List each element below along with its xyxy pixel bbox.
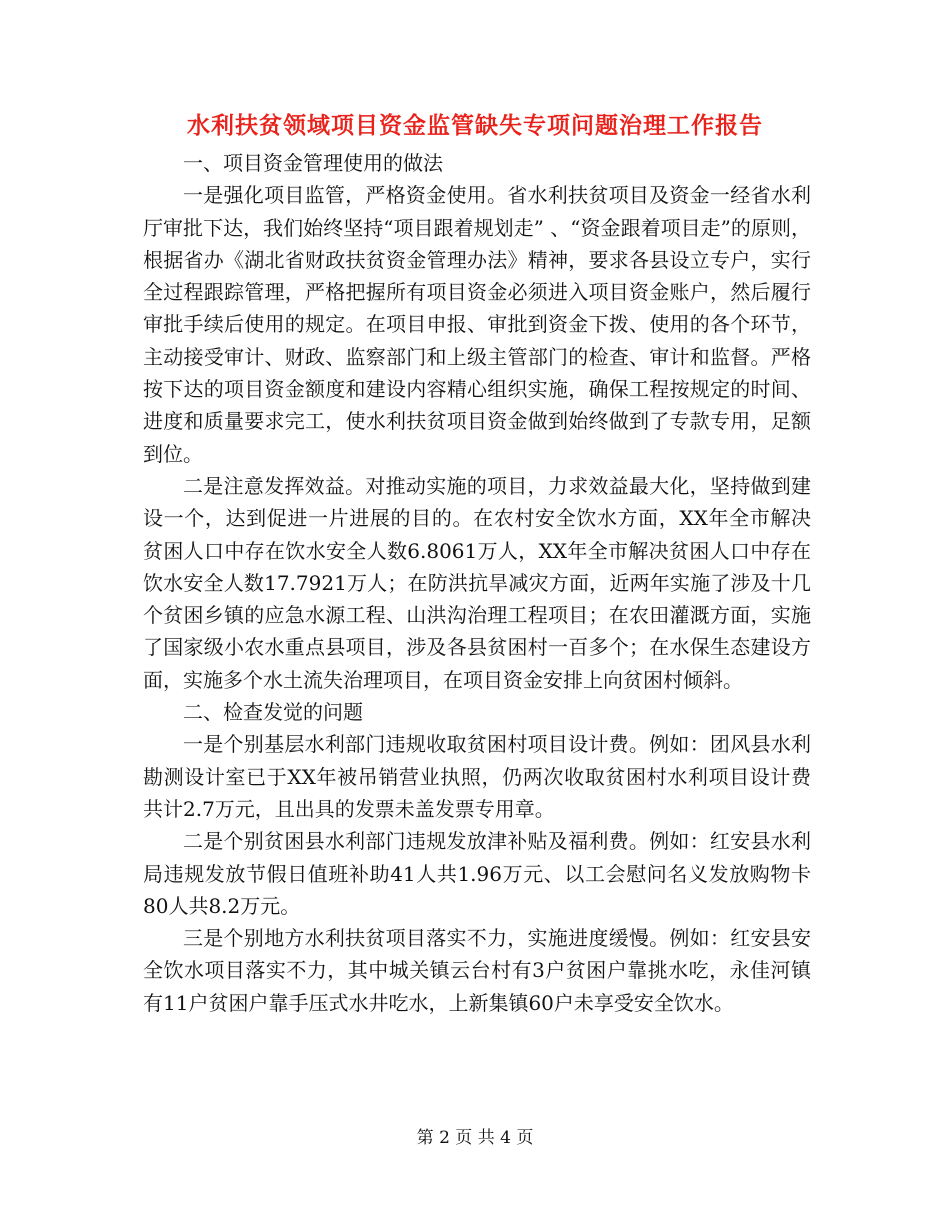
paragraph-3: 一是个别基层水利部门违规收取贫困村项目设计费。例如：团风县水利勘测设计室已于XX年被吊销营业执照，仍两次收取贫困村水利项目设计费共计2.7万元，且出具的发票未盖发票专用章。 xyxy=(143,732,811,821)
paragraph-4: 二是个别贫困县水利部门违规发放津补贴及福利费。例如：红安县水利局违规发放节假日值班补助41人共1.96万元、以工会慰问名义发放购物卡80人共8.2万元。 xyxy=(143,829,811,918)
document-body xyxy=(143,147,811,1019)
paragraph-2: 二是注意发挥效益。对推动实施的项目，力求效益最大化，坚持做到建设一个，达到促进一片进展的目的。在农村安全饮水方面，XX年全市解决贫困人口中存在饮水安全人数6.8061万人，XX年全市解决贫困人口中存在饮水安全人数17.7921万人；在防洪抗旱减灾方面，近两年实施了涉及十几个贫困乡镇的应急水源工程、山洪沟治理工程项目；在农田灌溉方面，实施了国家级小农水重点县项目，涉及各县贫困村一百多个；在水保生态建设方面，实施多个水土流失治理项目，在项目资金安排上向贫困村倾斜。 xyxy=(143,473,811,692)
section-heading-1: 一、项目资金管理使用的做法 xyxy=(183,151,443,175)
page-number: 第 2 页 共 4 页 xyxy=(416,1128,534,1148)
section-heading-2: 二、检查发觉的问题 xyxy=(183,700,363,725)
paragraph-5: 三是个别地方水利扶贫项目落实不力，实施进度缓慢。例如：红安县安全饮水项目落实不力，其中城关镇云台村有3户贫困户靠挑水吃，永佳河镇有11户贫困户靠手压式水井吃水，上新集镇60户未享受安全饮水。 xyxy=(143,926,811,1015)
document-title: 水利扶贫领域项目资金监管缺失专项问题治理工作报告 xyxy=(187,112,763,139)
paragraph-1: 一是强化项目监管，严格资金使用。省水利扶贫项目及资金一经省水利厅审批下达，我们始终坚持“项目跟着规划走” 、“资金跟着项目走”的原则，根据省办《湖北省财政扶贫资金管理办法》精神，要求各县设立专户，实行全过程跟踪管理，严格把握所有项目资金必须进入项目资金账户，然后履行审批手续后使用的规定。在项目申报、审批到资金下拨、使用的各个环节，主动接受审计、财政、监察部门和上级主管部门的检查、审计和监督。严格按下达的项目资金额度和建设内容精心组织实施，确保工程按规定的时间、进度和质量要求完工，使水利扶贫项目资金做到始终做到了专款专用，足额到位。 xyxy=(143,183,811,466)
page-footer xyxy=(0,1126,950,1150)
